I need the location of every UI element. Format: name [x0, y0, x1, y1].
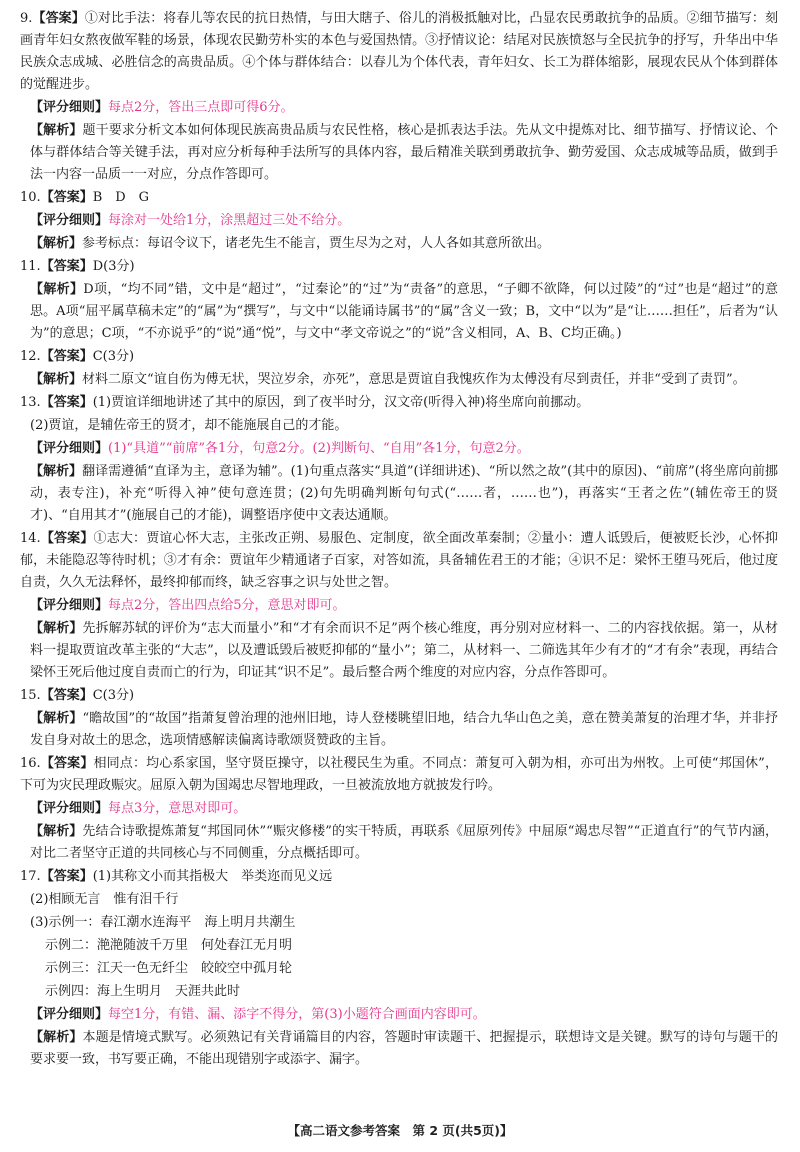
page-footer: 【高二语文参考答案 第 2 页(共5页)】 [287, 1123, 513, 1138]
analysis-tag: 【解析】 [30, 464, 83, 479]
q17-answer-2: (2)相顾无言 惟有泪千行 [30, 892, 179, 907]
analysis-tag: 【解析】 [30, 711, 83, 726]
q17-example-2: 示例二：滟滟随波千万里 何处春江无月明 [45, 938, 293, 953]
q17-answer-3: (3)示例一：春江潮水连海平 海上明月共潮生 [30, 915, 296, 930]
q13-answer-2: (2)贾谊，是辅佐帝王的贤才，却不能施展自己的才能。 [30, 418, 348, 433]
scoring-tag: 【评分细则】 [30, 213, 109, 228]
answer-tag: 【答案】 [32, 11, 85, 26]
answer-tag: 【答案】 [40, 349, 93, 364]
q13-analysis: 【解析】翻译需遵循“直译为主，意译为辅”。(1)句重点落实“具道”(详细讲述)、“所以然之故”(其中的原因)、“前席”(将坐席向前挪动，表专注)，补充“听得入神”使句意连贯；(2)句先明确判断句句式(“……者，……也”)，再落实“王者之佐”(辅佐帝王的贤才)、“自用其才”(施展自己的才能)，调整语序使中文表达通顺。 [30, 464, 778, 523]
q9-scoring: 【评分细则】每点2分，答出三点即可得6分。 [30, 100, 294, 115]
analysis-tag: 【解析】 [30, 824, 83, 839]
scoring-tag: 【评分细则】 [30, 441, 109, 456]
q13-answer: 13.【答案】(1)贾谊详细地讲述了其中的原因，到了夜半时分，汉文帝(听得入神)将坐席向前挪动。 [20, 395, 590, 410]
q15-answer: 15.【答案】C(3分) [20, 688, 135, 703]
q10-analysis: 【解析】参考标点：每诏令议下，诸老先生不能言，贾生尽为之对，人人各如其意所欲出。 [30, 236, 551, 251]
q14-scoring: 【评分细则】每点2分，答出四点给5分，意思对即可。 [30, 598, 346, 613]
q11-answer: 11.【答案】D(3分) [20, 259, 135, 274]
q12-answer: 12.【答案】C(3分) [20, 349, 135, 364]
q13-scoring: 【评分细则】(1)“具道”“前席”各1分，句意2分。(2)判断句、“自用”各1分，句意2分。 [30, 441, 530, 456]
q17-answer: 17.【答案】(1)其称文小而其指极大 举类迩而见义远 [20, 869, 333, 884]
answer-tag: 【答案】 [40, 531, 94, 546]
q10-answer: 10.【答案】B D G [20, 190, 150, 205]
q17-example-3: 示例三：江天一色无纤尘 皎皎空中孤月轮 [45, 961, 293, 976]
q16-answer: 16.【答案】相同点：均心系家国，坚守贤臣操守，以社稷民生为重。不同点：萧复可入朝为相，亦可出为州牧。上可使“邦国休”，下可为灾民理政赈灾。屈原入朝为国竭忠尽智地理政，一旦被流放地方就披发行吟。 [20, 756, 778, 793]
q15-analysis: 【解析】“瞻故国”的“故国”指萧复曾治理的池州旧地，诗人登楼眺望旧地，结合九华山色之美，意在赞美萧复的治理才华，并非抒发自身对故土的思念，选项情感解读偏离诗歌颂贤赞政的主旨。 [30, 711, 778, 748]
analysis-tag: 【解析】 [30, 236, 83, 251]
analysis-tag: 【解析】 [30, 1030, 83, 1045]
scoring-tag: 【评分细则】 [30, 598, 109, 613]
q16-analysis: 【解析】先结合诗歌提炼萧复“邦国同休”“赈灾修楼”的实干特质，再联系《屈原列传》中屈原“竭忠尽智”“正道直行”的气节内涵，对比二者坚守正道的共同核心与不同侧重，分点概括即可。 [30, 824, 778, 861]
analysis-tag: 【解析】 [30, 621, 83, 636]
q10-scoring: 【评分细则】每涂对一处给1分，涂黑超过三处不给分。 [30, 213, 351, 228]
q14-answer: 14.【答案】①志大：贾谊心怀大志，主张改正朔、易服色、定制度，欲全面改革秦制；②量小：遭人诋毁后，便被贬长沙，心怀抑郁，未能隐忍等待时机；③才有余：贾谊年少精通诸子百家，对答如流，具备辅佐君王的才能；④识不足：梁怀王堕马死后，他过度自责，久久无法释怀，最终抑郁而终，缺乏容事之识与处世之智。 [20, 531, 778, 590]
q17-analysis: 【解析】本题是情境式默写。必须熟记有关背诵篇目的内容，答题时审读题干、把握提示，联想诗文是关键。默写的诗句与题干的要求要一致，书写要正确，不能出现错别字或添字、漏字。 [30, 1030, 778, 1067]
answer-tag: 【答案】 [40, 395, 93, 410]
answer-tag: 【答案】 [40, 756, 94, 771]
q14-analysis: 【解析】先拆解苏轼的评价为“志大而量小”和“才有余而识不足”两个核心维度，再分别对应材料一、二的内容找依据。第一，从材料一提取贾谊改革主张的“大志”，以及遭诋毁后被贬抑郁的“量小”；第二，从材料一、二筛选其年少有才的“才有余”表现，再结合梁怀王死后他过度自责而亡的行为，印证其“识不足”。最后整合两个维度的对应内容，分点作答即可。 [30, 621, 778, 680]
scoring-tag: 【评分细则】 [30, 1007, 109, 1022]
scoring-tag: 【评分细则】 [30, 100, 109, 115]
answer-tag: 【答案】 [40, 869, 93, 884]
q9-answer: 9.【答案】①对比手法：将春儿等农民的抗日热情，与田大瞎子、俗儿的消极抵触对比，凸显农民勇敢抗争的品质。②细节描写：刻画青年妇女熬夜做军鞋的场景，体现农民勤劳朴实的本色与爱国热情。③抒情议论：结尾对民族愤怒与全民抗争的抒写，升华出中华民族众志成城、必胜信念的高贵品质。④个体与群体结合：以春儿为个体代表，青年妇女、长工为群体缩影，展现农民从个体到群体的觉醒进步。 [20, 11, 778, 92]
q12-analysis: 【解析】材料二原文“谊自伤为傅无状，哭泣岁余，亦死”，意思是贾谊自我愧疚作为太傅没有尽到责任，并非“受到了责罚”。 [30, 372, 746, 387]
analysis-tag: 【解析】 [30, 123, 83, 138]
q16-scoring: 【评分细则】每点3分，意思对即可。 [30, 801, 247, 816]
answer-tag: 【答案】 [40, 259, 93, 274]
answer-tag: 【答案】 [40, 688, 93, 703]
q11-analysis: 【解析】D项，“均不同”错，文中是“超过”，“过秦论”的“过”为“责备”的意思，“子卿不欲降，何以过陵”的“过”也是“超过”的意思。A项“屈平属草稿未定”的“属”为“撰写”，与文中“以能诵诗属书”的“属”含义一致；B，文中“以为”是“让……担任”，后者为“认为”的意思；C项，“不亦说乎”的“说”通“悦”，与文中“孝文帝说之”的“说”含义相同，A、B、C均正确。) [30, 282, 778, 341]
q17-example-4: 示例四：海上生明月 天涯共此时 [45, 984, 241, 999]
scoring-tag: 【评分细则】 [30, 801, 109, 816]
analysis-tag: 【解析】 [30, 282, 84, 297]
answer-tag: 【答案】 [40, 190, 93, 205]
q9-analysis: 【解析】题干要求分析文本如何体现民族高贵品质与农民性格，核心是抓表达手法。先从文中提炼对比、细节描写、抒情议论、个体与群体结合等关键手法，再对应分析每种手法所写的具体内容，最后精准关联到勇敢抗争、勤劳爱国、众志成城等品质，做到手法一内容一品质一一对应，分点作答即可。 [30, 123, 778, 182]
q17-scoring: 【评分细则】每空1分，有错、漏、添字不得分，第(3)小题符合画面内容即可。 [30, 1007, 486, 1022]
analysis-tag: 【解析】 [30, 372, 83, 387]
